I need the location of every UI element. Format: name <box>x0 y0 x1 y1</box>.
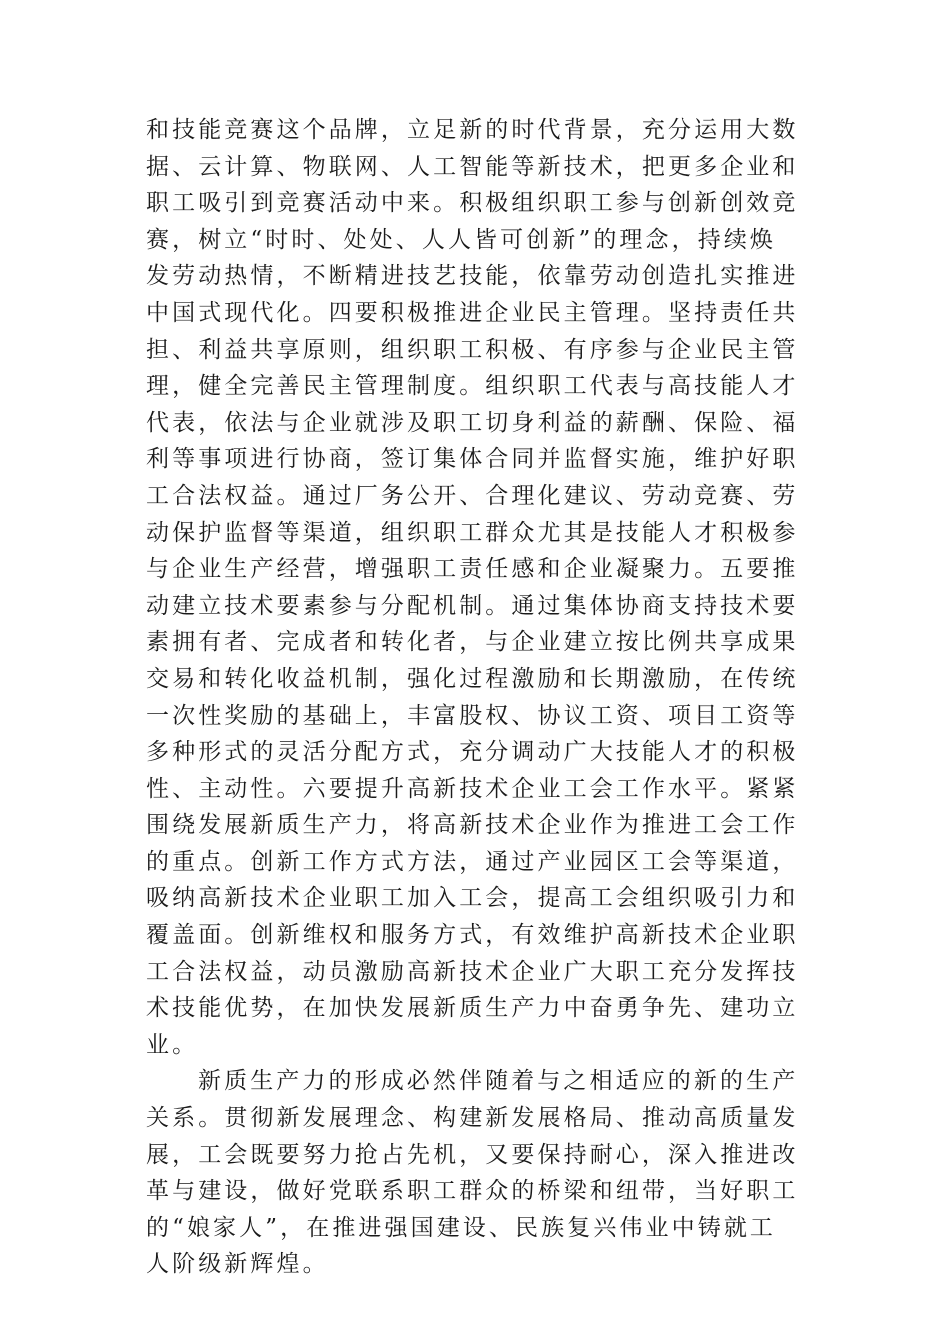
text-line: 职工吸引到竞赛活动中来。积极组织职工参与创新创效竞 <box>146 190 799 217</box>
text-line: 展，工会既要努力抢占先机，又要保持耐心，深入推进改 <box>146 1141 799 1168</box>
text-line: 围绕发展新质生产力，将高新技术企业作为推进工会工作 <box>146 812 799 839</box>
text-line: 业。 <box>146 1031 199 1058</box>
text-line: 据、云计算、物联网、人工智能等新技术，把更多企业和 <box>146 153 799 180</box>
text-line: 中国式现代化。四要积极推进企业民主管理。坚持责任共 <box>146 299 799 326</box>
text-line: 术技能优势，在加快发展新质生产力中奋勇争先、建功立 <box>146 995 799 1022</box>
text-line: 发劳动热情，不断精进技艺技能，依靠劳动创造扎实推进 <box>146 263 799 290</box>
text-line: 利等事项进行协商，签订集体合同并监督实施，维护好职 <box>146 446 799 473</box>
text-line: 和技能竞赛这个品牌，立足新的时代背景，充分运用大数 <box>146 117 799 143</box>
text-line: 多种形式的灵活分配方式，充分调动广大技能人才的积极 <box>146 739 799 766</box>
text-line: 工合法权益，动员激励高新技术企业广大职工充分发挥技 <box>146 958 799 985</box>
text-line: 一次性奖励的基础上，丰富股权、协议工资、项目工资等 <box>146 702 799 729</box>
text-line: 的“娘家人”，在推进强国建设、民族复兴伟业中铸就工 <box>146 1214 777 1241</box>
text-line: 工合法权益。通过厂务公开、合理化建议、劳动竞赛、劳 <box>146 482 799 509</box>
text-line: 理，健全完善民主管理制度。组织职工代表与高技能人才 <box>146 373 799 400</box>
text-line: 的重点。创新工作方式方法，通过产业园区工会等渠道， <box>146 848 799 875</box>
text-line: 革与建设，做好党联系职工群众的桥梁和纽带，当好职工 <box>146 1178 799 1205</box>
text-line: 素拥有者、完成者和转化者，与企业建立按比例共享成果 <box>146 629 799 656</box>
text-line: 吸纳高新技术企业职工加入工会，提高工会组织吸引力和 <box>146 885 799 912</box>
text-line: 关系。贯彻新发展理念、构建新发展格局、推动高质量发 <box>146 1105 799 1132</box>
text-line: 覆盖面。创新维权和服务方式，有效维护高新技术企业职 <box>146 922 799 949</box>
paragraph-first-line: 新质生产力的形成必然伴随着与之相适应的新的生产 <box>198 1068 799 1095</box>
text-line: 动保护监督等渠道，组织职工群众尤其是技能人才积极参 <box>146 519 799 546</box>
text-line: 代表，依法与企业就涉及职工切身利益的薪酬、保险、福 <box>146 409 799 436</box>
body-text <box>146 112 810 1283</box>
text-line: 动建立技术要素参与分配机制。通过集体协商支持技术要 <box>146 592 799 619</box>
text-line: 与企业生产经营，增强职工责任感和企业凝聚力。五要推 <box>146 556 799 583</box>
text-line: 赛，树立“时时、处处、人人皆可创新”的理念，持续焕 <box>146 226 777 253</box>
text-line: 交易和转化收益机制，强化过程激励和长期激励，在传统 <box>146 665 799 692</box>
text-line: 性、主动性。六要提升高新技术企业工会工作水平。紧紧 <box>146 775 799 802</box>
text-line: 担、利益共享原则，组织职工积极、有序参与企业民主管 <box>146 336 799 363</box>
text-line: 人阶级新辉煌。 <box>146 1251 329 1278</box>
